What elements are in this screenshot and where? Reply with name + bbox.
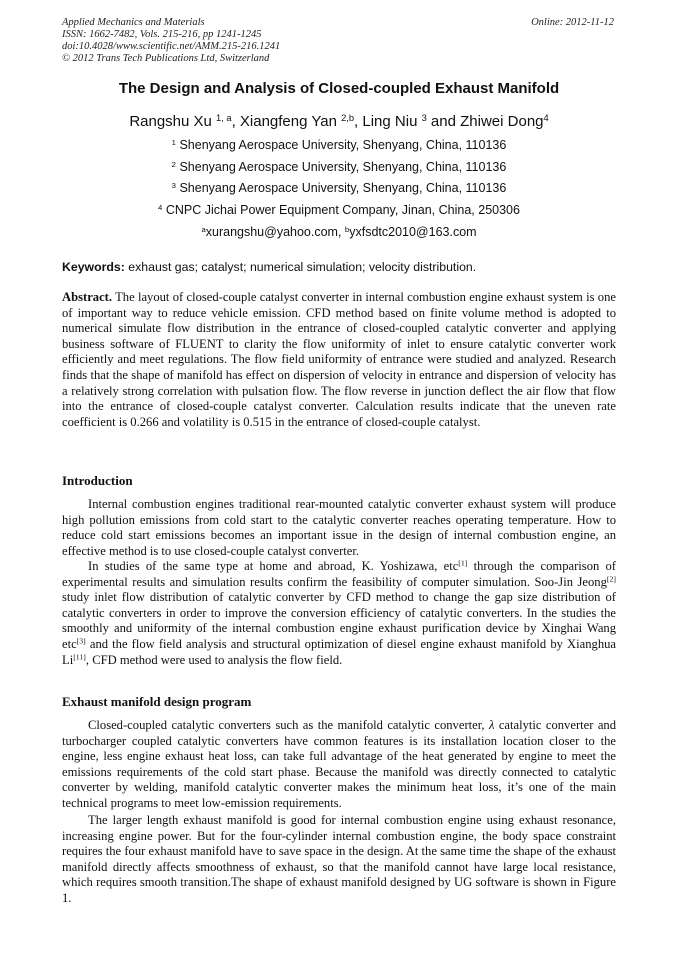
affiliation-text: Shenyang Aerospace University, Shenyang, China, 110136 <box>179 160 507 174</box>
affiliation-text: CNPC Jichai Power Equipment Company, Jinan, China, 250306 <box>165 203 520 217</box>
intro-paragraph-2 <box>62 559 616 668</box>
issn-line: ISSN: 1662-7482, Vols. 215-216, pp 1241-1245 <box>62 29 262 40</box>
author-list <box>0 113 678 130</box>
affiliation-number: 4 <box>158 202 163 212</box>
keywords-line <box>62 260 476 274</box>
text-span: and the flow field analysis and structural optimization of diesel engine exhaust manifold by Xianghua Li <box>62 636 616 667</box>
affiliation-4 <box>0 203 678 217</box>
citation-ref: [1] <box>458 558 468 568</box>
email-a: xurangshu@yahoo.com, <box>205 225 345 239</box>
lambda-symbol: λ <box>488 718 495 732</box>
online-date: Online: 2012-11-12 <box>531 17 614 28</box>
author-name: Rangshu Xu <box>129 113 212 130</box>
author-emails <box>0 225 678 239</box>
email-b: yxfsdtc2010@163.com <box>349 225 477 239</box>
author-superscript: 2,b <box>341 112 355 123</box>
affiliation-number: 2 <box>171 159 176 169</box>
text-span: catalytic converter and turbocharger coupled catalytic converters have common features is its installation location closer to the engine, less engine exhaust heat loss, can take full advantage of the heat generated by engine to meet the emissions requirements of the cold start phase. Because the manifold was directly connected to catalytic converter by welding, manifold catalytic converter makes the minimum heat loss, it’s one of the main technical programs to meet low-emission requirements. <box>62 718 617 810</box>
journal-name: Applied Mechanics and Materials <box>62 17 205 28</box>
author-superscript: 3 <box>421 112 427 123</box>
affiliation-2 <box>0 160 678 174</box>
text-span: In studies of the same type at home and abroad, K. Yoshizawa, etc <box>88 559 459 573</box>
design-paragraph-2: The larger length exhaust manifold is good for internal combustion engine using exhaust resonance, increasing engine power. But for the four-cylinder internal combustion engine, the body space constraint requires the four exhaust manifold have to save space in the design. At the same time the shape of the exhaust manifold directly affects smoothness of exhaust, so that the manifold cannot have large local resistance, which requires smooth transition.The shape of exhaust manifold designed by UG software is shown in Figure 1. <box>62 813 616 905</box>
author-name: , Ling Niu <box>354 113 418 130</box>
text-span: study inlet flow distribution of catalytic converter by CFD method to change the gap size distribution of catalytic converters in order to improve the conversion efficiency of catalytic converters. In the studies the smoothly and uniformity of the internal combustion engine exhaust purification device by Xinghai Wang etc <box>62 590 616 651</box>
email-superscript: b <box>344 224 350 234</box>
affiliation-3 <box>0 181 678 195</box>
author-superscript: 4 <box>543 112 549 123</box>
affiliation-text: Shenyang Aerospace University, Shenyang, China, 110136 <box>179 181 507 195</box>
abstract-label: Abstract. <box>62 290 113 304</box>
author-name: , Xiangfeng Yan <box>231 113 337 130</box>
citation-ref: [2] <box>606 574 616 584</box>
keywords-text: exhaust gas; catalyst; numerical simulation; velocity distribution. <box>124 260 477 274</box>
email-superscript: a <box>201 224 206 234</box>
author-name: and Zhiwei Dong <box>426 113 544 130</box>
paper-title: The Design and Analysis of Closed-coupled Exhaust Manifold <box>118 80 560 97</box>
keywords-label: Keywords: <box>62 260 125 274</box>
doi-line: doi:10.4028/www.scientific.net/AMM.215-216.1241 <box>62 41 281 52</box>
author-superscript: 1, a <box>216 112 232 123</box>
affiliation-number: 3 <box>171 180 176 190</box>
text-span: through the comparison of experimental results and simulation results confirm the feasibility of computer simulation. Soo-Jin Jeong <box>62 559 616 589</box>
text-span: Closed-coupled catalytic converters such as the manifold catalytic converter, <box>88 718 489 732</box>
introduction-heading: Introduction <box>62 473 133 488</box>
abstract-paragraph <box>62 290 616 430</box>
intro-paragraph-1: Internal combustion engines traditional rear-mounted catalytic converter exhaust system will produce high pollution emissions from cold start to the catalytic converter reaches operating temperature. How to reduce cold start emissions becomes an important issue in the design of internal combustion engine, an effective method is to use closed-couple catalyst converter. <box>62 497 616 558</box>
text-span: , CFD method were used to analysis the flow field. <box>85 652 343 667</box>
affiliation-number: 1 <box>171 137 176 147</box>
design-heading: Exhaust manifold design program <box>62 694 252 709</box>
citation-ref: [3] <box>76 636 86 646</box>
affiliation-text: Shenyang Aerospace University, Shenyang, China, 110136 <box>179 138 507 152</box>
abstract-text: The layout of closed-couple catalyst converter in internal combustion engine exhaust system is one of important way to reduce vehicle emission. CFD method based on finite volume method is adopted to numerical simulate flow distribution in the entrance of closed-coupled catalytic converter and applying business software of FLUENT to clarity the flow uniformity of inlet to ensure catalytic converter work efficiently and meet regulations. The flow field uniformity of entrance were studied and analyzed. Research finds that the shape of manifold has effect on dispersion of velocity in entrance and dispersion of velocity has a relatively strong correlation with pulsation flow. The flow reverse in junction deflect the air flow that flow into the entrance of closed-couple catalyst converter. Calculation results indicate that the uneven rate coefficient is 0.266 and volatility is 0.515 in the entrance of closed-couple catalyst. <box>62 290 616 429</box>
citation-ref: [11] <box>73 652 86 662</box>
design-paragraph-1 <box>62 718 616 812</box>
copyright-line: © 2012 Trans Tech Publications Ltd, Switzerland <box>62 53 270 64</box>
affiliation-1 <box>0 138 678 152</box>
